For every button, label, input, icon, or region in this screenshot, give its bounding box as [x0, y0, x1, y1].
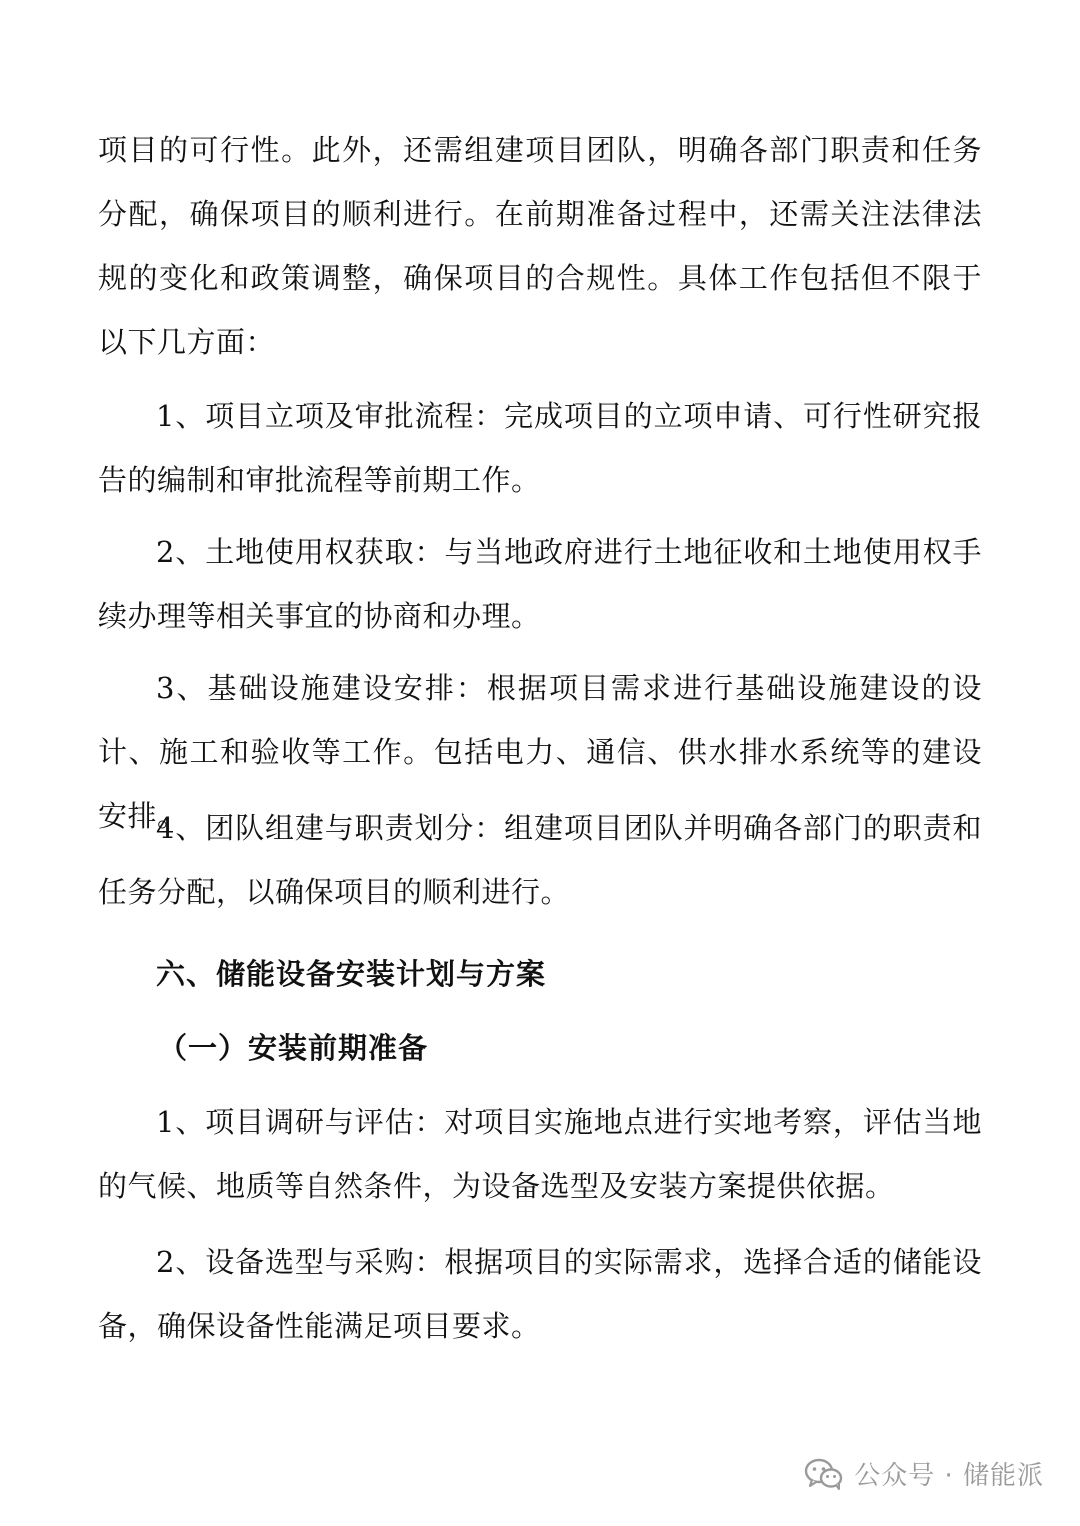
- paragraph-item-2: 2、土地使用权获取：与当地政府进行土地征收和土地使用权手续办理等相关事宜的协商和办理。: [98, 535, 982, 633]
- paragraph-survey: 1、项目调研与评估：对项目实施地点进行实地考察，评估当地的气候、地质等自然条件，为设备选型及安装方案提供依据。: [98, 1105, 982, 1203]
- paragraph-intro: 项目的可行性。此外，还需组建项目团队，明确各部门职责和任务分配，确保项目的顺利进行。在前期准备过程中，还需关注法律法规的变化和政策调整，确保项目的合规性。具体工作包括但不限于以下几方面：: [98, 133, 982, 359]
- paragraph-item-4: 4、团队组建与职责划分：组建项目团队并明确各部门的职责和任务分配，以确保项目的顺利进行。: [98, 811, 982, 909]
- wechat-icon: [804, 1457, 844, 1491]
- paragraph-procurement: 2、设备选型与采购：根据项目的实际需求，选择合适的储能设备，确保设备性能满足项目要求。: [98, 1245, 982, 1343]
- watermark-text: 公众号 · 储能派: [854, 1461, 1044, 1491]
- paragraph-item-3: 3、基础设施建设安排：根据项目需求进行基础设施建设的设计、施工和验收等工作。包括电力、通信、供水排水系统等的建设安排。: [98, 671, 982, 833]
- section-heading: 六、储能设备安装计划与方案: [156, 957, 547, 991]
- subsection-heading: （一）安装前期准备: [158, 1031, 429, 1065]
- paragraph-item-1: 1、项目立项及审批流程：完成项目的立项申请、可行性研究报告的编制和审批流程等前期工作。: [98, 399, 982, 497]
- watermark: [804, 1455, 1044, 1492]
